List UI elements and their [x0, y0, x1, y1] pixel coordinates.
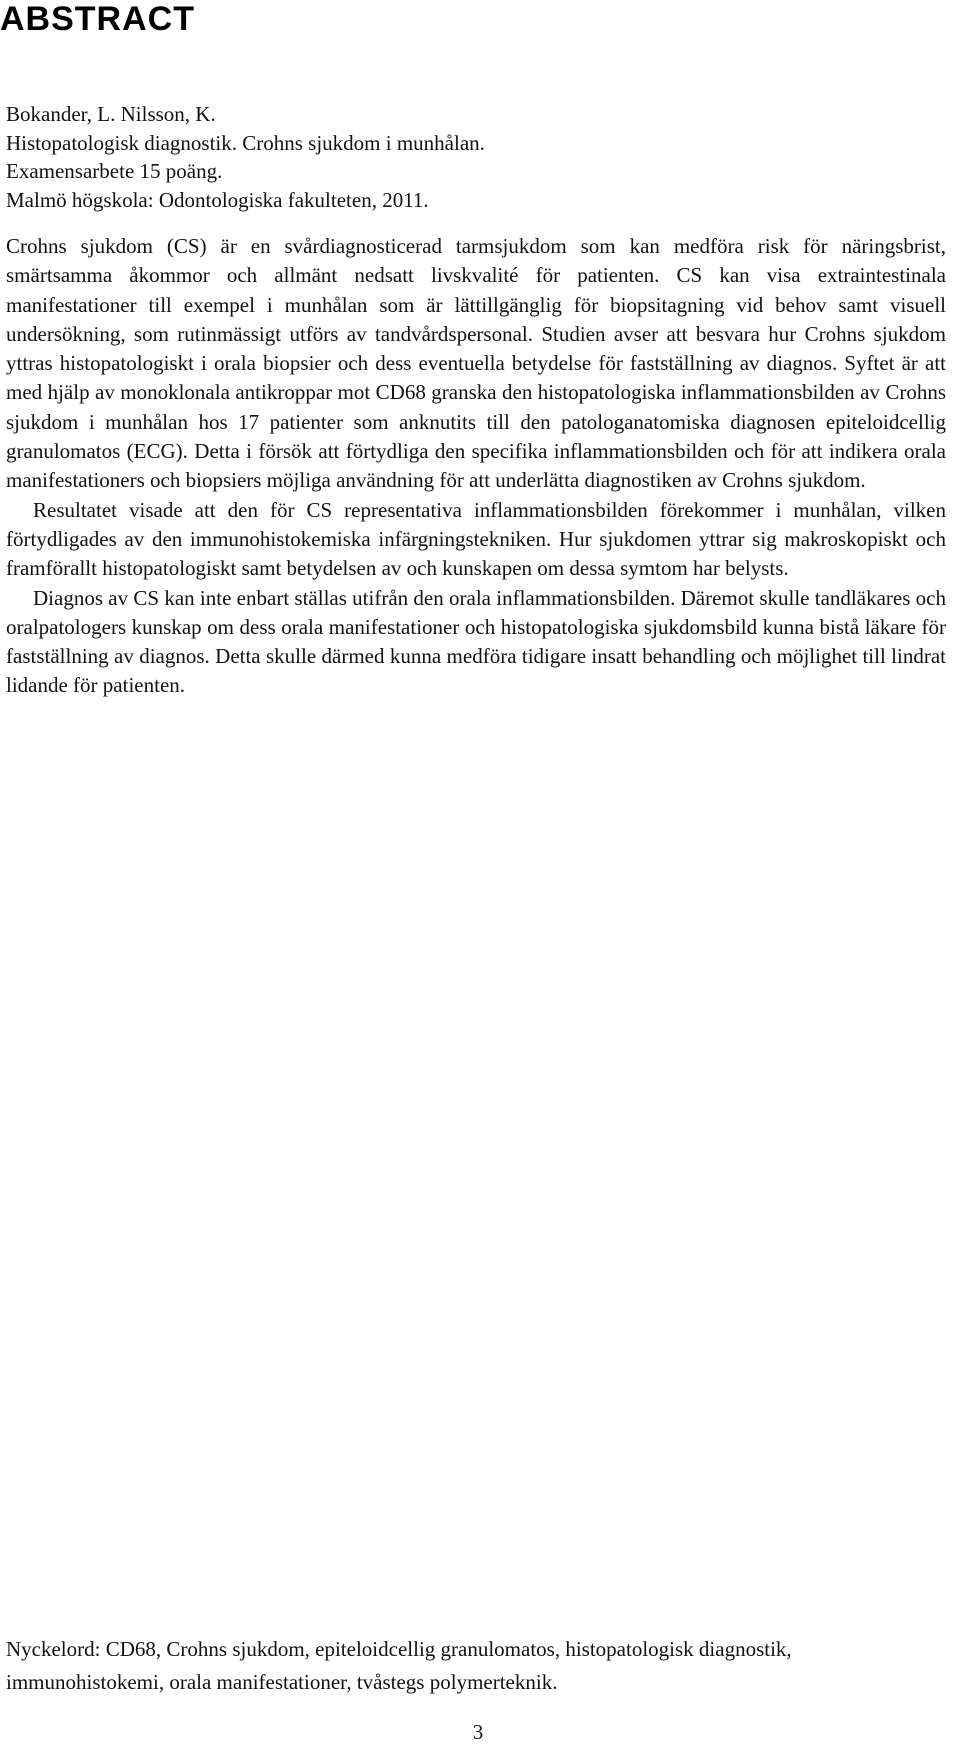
abstract-paragraph-1: Crohns sjukdom (CS) är en svårdiagnosticerad tarmsjukdom som kan medföra risk för näringsbrist, smärtsamma åkommor och allmänt nedsatt livskvalité för patienten. CS kan visa extraintestinala manifestationer till exempel i munhålan som är lättillgänglig för biopsitagning vid behov samt visuell undersökning, som rutinmässigt utförs av tandvårdspersonal. Studien avser att besvara hur Crohns sjukdom yttras histopatologiskt i orala biopsier och dess eventuella betydelse för fastställning av diagnos. Syftet är att med hjälp av monoklonala antikroppar mot CD68 granska den histopatologiska inflammationsbilden av Crohns sjukdom i munhålan hos 17 patienter som anknutits till den patologanatomiska diagnosen epiteloidcellig granulomatos (ECG). Detta i försök att förtydliga den specifika inflammationsbilden och för att indikera orala manifestationers och biopsiers möjliga användning för att underlätta diagnostiken av Crohns sjukdom. — [6, 234, 946, 493]
institution-line: Malmö högskola: Odontologiska fakulteten, 2011. — [6, 188, 429, 213]
abstract-paragraph-2: Resultatet visade att den för CS representativa inflammationsbilden förekommer i munhålan, vilken förtydligades av den immunohistokemiska infärgningstekniken. Hur sjukdomen yttrar sig makroskopiskt och framförallt histopatologiskt samt betydelsen av och kunskapen om dessa symtom har belysts. — [6, 497, 946, 581]
abstract-body — [6, 232, 946, 701]
keywords-line: Nyckelord: CD68, Crohns sjukdom, epiteloidcellig granulomatos, histopatologisk diagnostik, immunohistokemi, orala manifestationer, tvåstegs polymerteknik. — [6, 1637, 792, 1694]
thesis-type-line: Examensarbete 15 poäng. — [6, 159, 223, 184]
page-number: 3 — [472, 1720, 484, 1744]
abstract-paragraph-3: Diagnos av CS kan inte enbart ställas utifrån den orala inflammationsbilden. Däremot skulle tandläkares och oralpatologers kunskap om dess orala manifestationer och histopatologiska sjukdomsbild kunna bistå läkare för fastställning av diagnos. Detta skulle därmed kunna medföra tidigare insatt behandling och möjlighet till lindrat lidande för patienten. — [6, 585, 946, 698]
thesis-title-line: Histopatologisk diagnostik. Crohns sjukdom i munhålan. — [6, 130, 485, 155]
page-heading: ABSTRACT — [0, 0, 195, 38]
citation-block — [6, 100, 946, 215]
authors-line: Bokander, L. Nilsson, K. — [6, 102, 216, 126]
